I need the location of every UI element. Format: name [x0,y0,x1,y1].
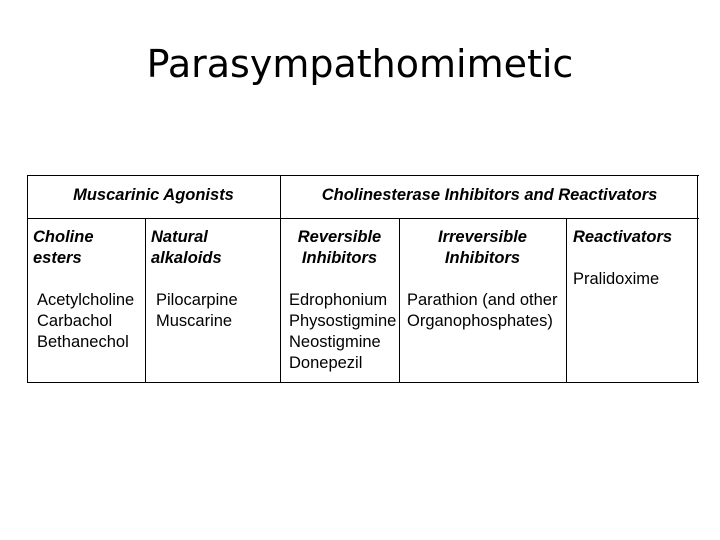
column-header-choline-esters [33,227,94,269]
reactivators-list [573,269,659,290]
list-item: Parathion (and other [407,291,558,309]
list-item: Muscarine [156,312,233,330]
natural-alkaloids-list [156,290,238,332]
column-divider-1 [145,218,146,383]
column-header-reversible-inhibitors [280,227,399,269]
column-header-line: Reversible [297,228,382,246]
list-item: Donepezil [289,354,363,372]
choline-esters-list [37,290,134,353]
column-header-line: Reactivators [573,228,673,246]
reversible-inhibitors-list [289,290,396,374]
table-header-divider [27,218,699,219]
irreversible-inhibitors-list [407,290,557,332]
column-header-line: Inhibitors [301,249,378,267]
group-header-muscarinic-agonists: Muscarinic Agonists [73,186,234,204]
table-bottom-border [27,382,699,383]
list-item: Pralidoxime [573,270,660,288]
column-divider-3 [566,218,567,383]
column-header-line: alkaloids [151,249,222,267]
list-item: Neostigmine [289,333,381,351]
column-header-reactivators [573,227,672,248]
list-item: Acetylcholine [37,291,135,309]
list-item: Physostigmine [289,312,397,330]
slide-title: Parasympathomimetic [146,42,574,86]
table-top-border [27,175,699,176]
column-header-irreversible-inhibitors [399,227,566,269]
table-right-border [697,175,698,383]
column-header-line: Choline [33,228,94,246]
column-header-natural-alkaloids [151,227,222,269]
table-left-border [27,175,28,383]
list-item: Bethanechol [37,333,129,351]
column-header-line: Natural [151,228,208,246]
group-divider [280,175,281,383]
group-header-cholinesterase: Cholinesterase Inhibitors and Reactivators [321,186,658,204]
column-header-line: Irreversible [438,228,527,246]
list-item: Organophosphates) [407,312,553,330]
list-item: Carbachol [37,312,113,330]
column-header-line: Inhibitors [444,249,521,267]
column-header-line: esters [33,249,82,267]
drug-classification-table [27,175,699,383]
list-item: Pilocarpine [156,291,238,309]
list-item: Edrophonium [289,291,388,309]
